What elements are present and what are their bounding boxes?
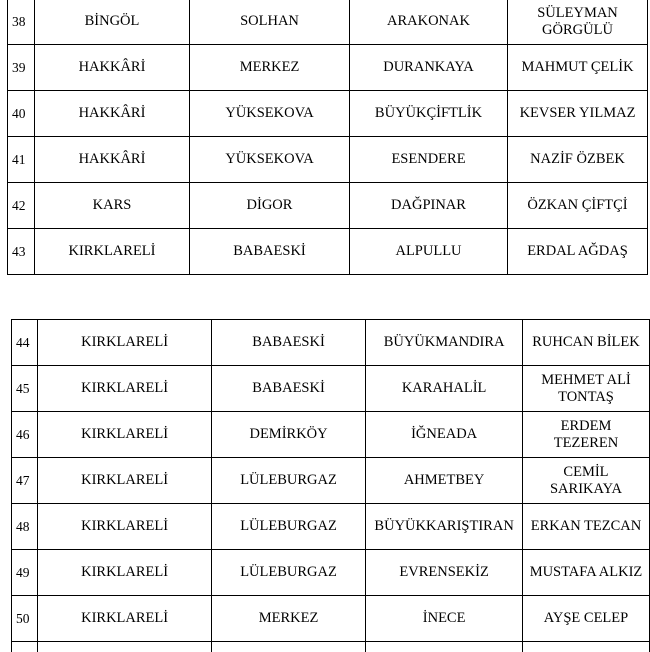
person-name-cell: MUSTAFA ALKIZ [522,550,649,596]
table-row [12,320,650,366]
person-name-cell: RUHCAN BİLEK [522,320,649,366]
district-cell: SOLHAN [190,0,350,45]
empty-cell [38,642,211,652]
province-cell: KARS [35,183,190,229]
village-cell: İNECE [366,596,523,642]
district-cell: BABAESKİ [211,366,365,412]
district-cell: MERKEZ [211,596,365,642]
village-cell: ARAKONAK [350,0,508,45]
province-cell: KIRKLARELİ [38,596,211,642]
province-cell: HAKKÂRİ [35,91,190,137]
row-number-cell: 45 [12,366,38,412]
village-cell: AHMETBEY [366,458,523,504]
row-number-cell: 48 [12,504,38,550]
village-cell: BÜYÜKÇİFTLİK [350,91,508,137]
empty-cell [522,642,649,652]
person-name-cell: MAHMUT ÇELİK [508,45,648,91]
row-number-cell: 38 [8,0,35,45]
village-cell: EVRENSEKİZ [366,550,523,596]
row-number-cell: 43 [8,229,35,275]
table-row [8,0,648,45]
table-1-body [8,0,648,275]
person-name-cell: ERDEM TEZEREN [522,412,649,458]
district-cell: LÜLEBURGAZ [211,458,365,504]
row-number-cell: 46 [12,412,38,458]
row-number-cell: 47 [12,458,38,504]
province-cell: KIRKLARELİ [38,412,211,458]
table-row [12,458,650,504]
district-cell: BABAESKİ [211,320,365,366]
personnel-table-1 [7,0,648,275]
person-name-cell: AYŞE CELEP [522,596,649,642]
table-row [8,229,648,275]
table-row-cutoff [12,642,650,652]
person-name-cell: CEMİL SARIKAYA [522,458,649,504]
table-row [12,550,650,596]
village-cell: BÜYÜKKARIŞTIRAN [366,504,523,550]
province-cell: KIRKLARELİ [38,366,211,412]
village-cell: BÜYÜKMANDIRA [366,320,523,366]
village-cell: ESENDERE [350,137,508,183]
person-name-cell: SÜLEYMAN GÖRGÜLÜ [508,0,648,45]
empty-cell [366,642,523,652]
row-number-cell: 40 [8,91,35,137]
empty-cell [12,642,38,652]
district-cell: YÜKSEKOVA [190,137,350,183]
village-cell: KARAHALİL [366,366,523,412]
province-cell: BİNGÖL [35,0,190,45]
province-cell: KIRKLARELİ [38,504,211,550]
district-cell: YÜKSEKOVA [190,91,350,137]
table-row [8,183,648,229]
person-name-cell: ERDAL AĞDAŞ [508,229,648,275]
row-number-cell: 42 [8,183,35,229]
table-row [12,596,650,642]
table-row [12,504,650,550]
row-number-cell: 39 [8,45,35,91]
person-name-cell: KEVSER YILMAZ [508,91,648,137]
province-cell: KIRKLARELİ [38,550,211,596]
district-cell: MERKEZ [190,45,350,91]
table-2-body [12,320,650,652]
village-cell: DAĞPINAR [350,183,508,229]
district-cell: LÜLEBURGAZ [211,504,365,550]
province-cell: HAKKÂRİ [35,45,190,91]
district-cell: DEMİRKÖY [211,412,365,458]
table-row [12,366,650,412]
province-cell: HAKKÂRİ [35,137,190,183]
table-row [12,412,650,458]
empty-cell [211,642,365,652]
table-row [8,91,648,137]
row-number-cell: 41 [8,137,35,183]
village-cell: ALPULLU [350,229,508,275]
person-name-cell: MEHMET ALİ TONTAŞ [522,366,649,412]
row-number-cell: 44 [12,320,38,366]
district-cell: DİGOR [190,183,350,229]
district-cell: BABAESKİ [190,229,350,275]
province-cell: KIRKLARELİ [38,320,211,366]
table-row [8,137,648,183]
district-cell: LÜLEBURGAZ [211,550,365,596]
village-cell: DURANKAYA [350,45,508,91]
person-name-cell: NAZİF ÖZBEK [508,137,648,183]
row-number-cell: 50 [12,596,38,642]
person-name-cell: ÖZKAN ÇİFTÇİ [508,183,648,229]
province-cell: KIRKLARELİ [35,229,190,275]
village-cell: İĞNEADA [366,412,523,458]
table-row [8,45,648,91]
person-name-cell: ERKAN TEZCAN [522,504,649,550]
row-number-cell: 49 [12,550,38,596]
personnel-table-2 [11,319,650,652]
province-cell: KIRKLARELİ [38,458,211,504]
